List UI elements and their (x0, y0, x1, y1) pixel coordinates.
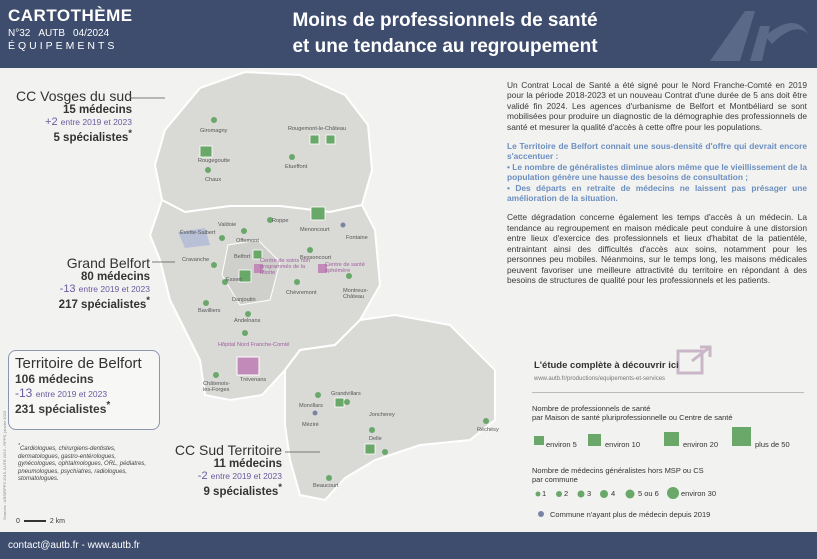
place-label: Morvillars (299, 403, 323, 409)
gp-dot (205, 167, 211, 173)
place-label: Fontaine (346, 235, 368, 241)
place-label: Valdoie (218, 222, 237, 228)
place-label: Bavilliers (198, 308, 221, 314)
study-url[interactable]: www.autb.fr/productions/equipements-et-services (534, 376, 666, 382)
gp-dot (315, 392, 321, 398)
hospital-marker (237, 357, 259, 375)
place-label: Bessoncourt (300, 255, 332, 261)
legend-gp-symbols (532, 486, 812, 500)
gp-dot (289, 154, 295, 160)
paragraph-conclusion: Cette dégradation concerne également les temps d'accès à un médecin. La tendance au regroupement en maison médicale peut conduire à une distorsion entre lieux d'exercice des professionnels et lieux d'habitat de la patientèle, entraintant ainsi des difficultés d'accès aux soins, notamment pour les personnes peu mobiles. Néanmoins, sur le temps long, les maisons médicales peuvent favoriser une meilleure attractivité du territoire en répondant à des besoins de structures de qualité pour les professionnels et les patients. (507, 212, 807, 285)
legend-gp-label: environ 30 (681, 489, 717, 498)
gp-dot (369, 427, 375, 433)
section-name: ÉQUIPEMENTS (8, 40, 118, 52)
territoire-summary-box: Territoire de Belfort 106 médecins -13 entre 2019 et 2023 231 spécialistes* (8, 350, 160, 430)
gp-dot (242, 330, 248, 336)
gp-dot (203, 300, 209, 306)
footer-contact[interactable]: contact@autb.fr - www.autb.fr (8, 540, 140, 551)
specialists-footnote: *Cardiologues, chirurgiens-dentistes, dermatologues, gastro-entérologues, gynécologues, ophtalmologues, ORL, pédiatres, pneumologues, psychiatres, radiologues, stomatologues. (18, 443, 147, 482)
place-label: Centre de santé éphémère (325, 262, 365, 274)
place-label: Évette-Salbert (180, 230, 216, 236)
place-label: Réchésy (477, 427, 499, 433)
body-text (507, 80, 807, 294)
msp-5-icon (534, 436, 544, 445)
gp-4-icon (600, 490, 608, 498)
place-label: Menoncourt (300, 227, 330, 233)
gp-dot (483, 418, 489, 424)
legend-no-doctor-label: Commune n'ayant plus de médecin depuis 2019 (550, 510, 711, 519)
source-note: Sources : ARS/RPPS 2019, AUTB 2023 - RPPS, janvier 2023 (2, 410, 7, 520)
place-label: Chaux (205, 177, 222, 183)
page-title: Moins de professionnels de santé et une tendance au regroupement (292, 10, 598, 57)
no-doctor-icon (536, 509, 548, 519)
place-label: Beaucourt (313, 483, 339, 489)
place-label: Rougegoutte (198, 158, 231, 164)
place-label: Delle (369, 436, 382, 442)
legend-gp-label: 5 ou 6 (638, 489, 659, 498)
legend-gp-label: 1 (542, 489, 547, 498)
place-label: Hôpital Nord Franche-Comté (218, 342, 290, 348)
no-doctor-marker (313, 411, 318, 416)
gp-dot (211, 117, 217, 123)
gp-dot (344, 399, 350, 405)
place-label: Etueffont (285, 164, 308, 170)
region-label-vosges: CC Vosges du sud 15 médecins +2 entre 2019 et 2023 5 spécialistes* (16, 88, 132, 144)
place-label: Essert (226, 277, 242, 283)
legend-msp-label: environ 20 (683, 440, 719, 449)
gp-dot (219, 235, 225, 241)
place-label: Roppe (272, 218, 289, 224)
msp-marker (311, 207, 325, 220)
legend-msp-label: plus de 50 (755, 440, 790, 449)
gp-1-icon (536, 492, 541, 497)
org-name: AUTB (38, 28, 66, 39)
msp-marker (310, 135, 319, 144)
legend-msp-label: environ 5 (546, 440, 577, 449)
place-label: Montreux-Château (343, 288, 369, 300)
place-label: Centre de soins non programmés de la Miotte (260, 258, 311, 276)
gp-dot (307, 247, 313, 253)
no-doctor-marker (341, 223, 346, 228)
place-label: Méziré (302, 422, 319, 428)
place-label: Grandvillars (331, 391, 361, 397)
place-label: Chèvremont (286, 290, 317, 296)
gp-5-icon (626, 490, 635, 499)
place-label: Belfort (234, 254, 251, 260)
brand-name: CARTOTHÈME (8, 6, 133, 25)
legend-gp-label: 4 (611, 489, 616, 498)
issue-date: 04/2024 (73, 28, 110, 39)
paragraph-intro: Un Contrat Local de Santé a été signé pour le Nord Franche-Comté en 2019 pour la période 2018-2023 et un nouveau Contrat d'une durée de 5 ans doit être validé fin 2024. Les agences d'urbanisme de Belfort et Montbéliard se sont mobilisées pour produire un diagnostic de la démographie des professionnels de santé et mesurer la qualité d'accès à cette offre pour les populations. (507, 80, 807, 132)
legend-msp-title: Nombre de professionnels de santé par Maison de santé pluriprofessionnelle ou Centre de santé (532, 404, 733, 422)
legend-gp-label: 3 (587, 489, 592, 498)
place-label: Cravanche (182, 257, 210, 263)
place-label: Giromagny (200, 128, 228, 134)
place-label: Trévenans (240, 377, 267, 383)
gp-30-icon (667, 487, 679, 499)
place-label: Danjoutin (232, 297, 256, 303)
gp-2-icon (556, 491, 562, 497)
paragraph-highlight: Le Territoire de Belfort connait une sous-densité d'offre qui devrait encore s'accentuer : • Le nombre de généralistes diminue alors même que le vieillissement de la population génère une hausse des besoins de consultation ; • Des départs en retraite de médecins ne laissent pas présager une amélioration de la situation. (507, 141, 807, 204)
gp-dot (382, 449, 388, 455)
place-label: Rougemont-le-Château (288, 126, 347, 132)
region-label-grand-belfort: Grand Belfort 80 médecins -13 entre 2019 et 2023 217 spécialistes* (58, 255, 150, 311)
msp-marker (200, 146, 212, 157)
msp-10-icon (588, 434, 601, 446)
msp-marker (335, 398, 344, 407)
divider (532, 392, 804, 393)
legend-msp-label: environ 10 (605, 440, 641, 449)
msp-marker (365, 444, 375, 454)
place-label: Joncherey (369, 412, 395, 418)
msp-20-icon (664, 432, 679, 446)
gp-dot (294, 279, 300, 285)
place-label: Offemont (236, 238, 259, 244)
study-link[interactable]: L'étude complète à découvrir ici (534, 360, 679, 371)
place-label: Andelnans (234, 318, 261, 324)
issue-number: N°32 (8, 28, 31, 39)
autb-watermark-logo (700, 6, 810, 64)
external-link-icon[interactable] (676, 345, 714, 375)
msp-50-icon (732, 427, 751, 446)
gp-dot (241, 228, 247, 234)
gp-dot (326, 475, 332, 481)
region-vosges-du-sud (155, 72, 372, 212)
scale-bar: 0 2 km (16, 518, 65, 525)
gp-dot (213, 372, 219, 378)
header-bar (0, 0, 817, 68)
brand-block (8, 6, 133, 52)
gp-dot (245, 311, 251, 317)
gp-3-icon (578, 491, 585, 498)
legend-gp-title: Nombre de médecins généralistes hors MSP ou CS par commune (532, 466, 704, 484)
footer-bar (0, 532, 817, 559)
msp-marker (326, 135, 335, 144)
place-label: Châtenois-les-Forges (203, 381, 231, 393)
gp-dot (211, 262, 217, 268)
region-label-sud: CC Sud Territoire 11 médecins -2 entre 2019 et 2023 9 spécialistes* (174, 442, 282, 498)
legend-gp-label: 2 (564, 489, 569, 498)
